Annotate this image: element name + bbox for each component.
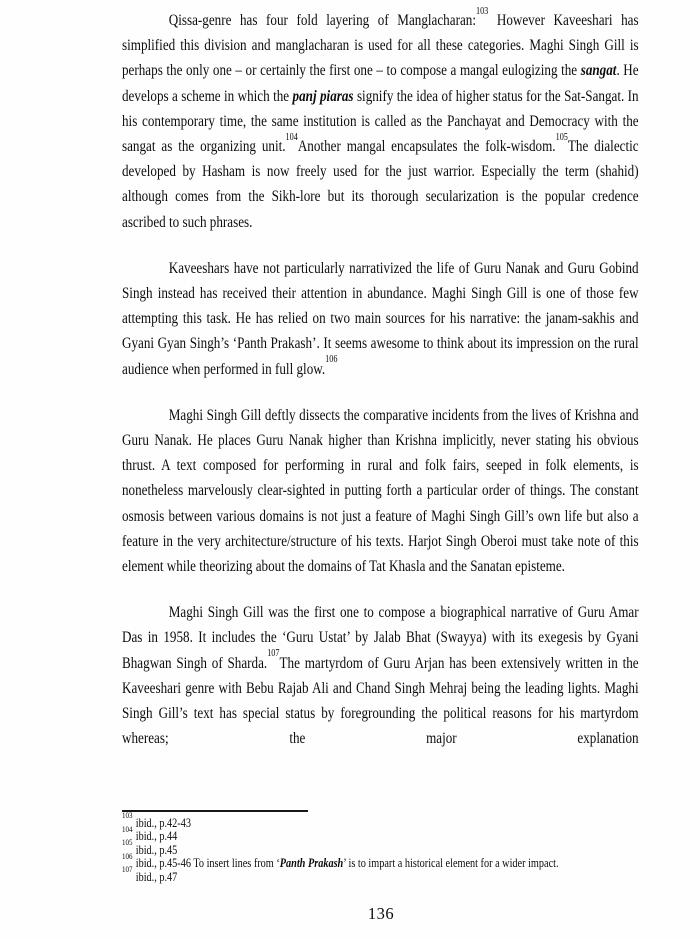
footnote-separator — [122, 810, 308, 812]
paragraph-biographical-narrative: Maghi Singh Gill was the first one to compose a biographical narrative of Guru Amar Das in 1958. It includes the ‘Guru Ustat’ by Jalab Bhat (Swayya) with its exegesis by Gyani Bhagwan Singh of Sharda.$^{107}$The martyrdom of Guru Arjan has been extensively written in the Kaveeshari genre with Bebu Rajab Ali and Chand Singh Mehraj being the leading lights. Maghi Singh Gill’s text has special status by foregrounding the political reasons for his martyrdom whereas; the major explanation — [122, 604, 639, 748]
footnote-marker: 107 — [122, 863, 133, 874]
footnotes-section — [122, 810, 640, 884]
footnote-marker: 105 — [122, 837, 133, 848]
body-text-column — [122, 5, 639, 751]
footnote-text: ibid., p.45-46 To insert lines from ‘Panth Prakash’ is to impart a historical element for a wider impact. — [135, 856, 559, 871]
page-number: 136 — [367, 904, 395, 923]
page-body — [122, 5, 640, 772]
footnote-marker: 106 — [122, 850, 133, 861]
footnote-text: ibid., p.47 — [135, 869, 178, 884]
footnote-text: ibid., p.44 — [135, 829, 178, 844]
superscript-ref: 105 — [555, 131, 568, 143]
paragraph-kaveeshars: Kaveeshars have not particularly narrativized the life of Guru Nanak and Guru Gobind Singh instead has received their attention in abundance. Maghi Singh Gill is one of those few attempting this task. He has relied on two main sources for his narrative: the janam-sakhis and Gyani Gyan Singh’s ‘Panth Prakash’. It seems awesome to think about its impression on the rural audience when performed in full glow.$^{106}$ — [122, 259, 639, 378]
footnote-item — [122, 810, 639, 830]
superscript-ref: 103 — [475, 5, 489, 17]
superscript-ref: 107 — [267, 648, 280, 660]
superscript-ref: 106 — [325, 354, 338, 366]
footnote-item — [122, 850, 639, 871]
paragraph-qissa-genre: Qissa-genre has four fold layering of Manglacharan:$^{103}$ However Kaveeshari has simplified this division and manglacharan is used for all these categories. Maghi Singh Gill is perhaps the only one – or certainly the first one – to compose a mangal eulogizing the sangat. He develops a scheme in which the panj piaras signify the idea of higher status for the Sat-Sangat. In his contemporary time, the same institution is called as the Panchayat and Democracy with the sangat as the organizing unit.$^{104}$Another mangal encapsulates the folk-wisdom.$^{105}$The dialectic developed by Hasham is now freely used for the just warrior. Especially the term (shahid) although comes from the Sikh-lore but its thorough secularization is the popular credence ascribed to such phrases. — [122, 5, 639, 231]
footnote-item — [122, 837, 639, 857]
footnote-marker: 104 — [122, 823, 133, 834]
footnote-text: ibid., p.42-43 — [135, 816, 191, 830]
paragraph-comparative-incidents: Maghi Singh Gill deftly dissects the comparative incidents from the lives of Krishna and Guru Nanak. He places Guru Nanak higher than Krishna implicitly, never stating his obvious thrust. A text composed for performing in rural and folk fairs, seeped in folk elements, is nonetheless marvelously clear-sighted in putting forth a particular order of things. The constant osmosis between various domains is not just a feature of Maghi Singh Gill’s own life but also a feature in the very architecture/structure of his texts. Harjot Singh Oberoi must take note of this element while theorizing about the domains of Tat Khasla and the Sanatan episteme. — [122, 406, 639, 576]
footnote-text: ibid., p.45 — [135, 842, 178, 857]
footnotes-column — [122, 810, 639, 884]
footnote-marker: 103 — [122, 810, 133, 821]
superscript-ref: 104 — [285, 131, 298, 143]
